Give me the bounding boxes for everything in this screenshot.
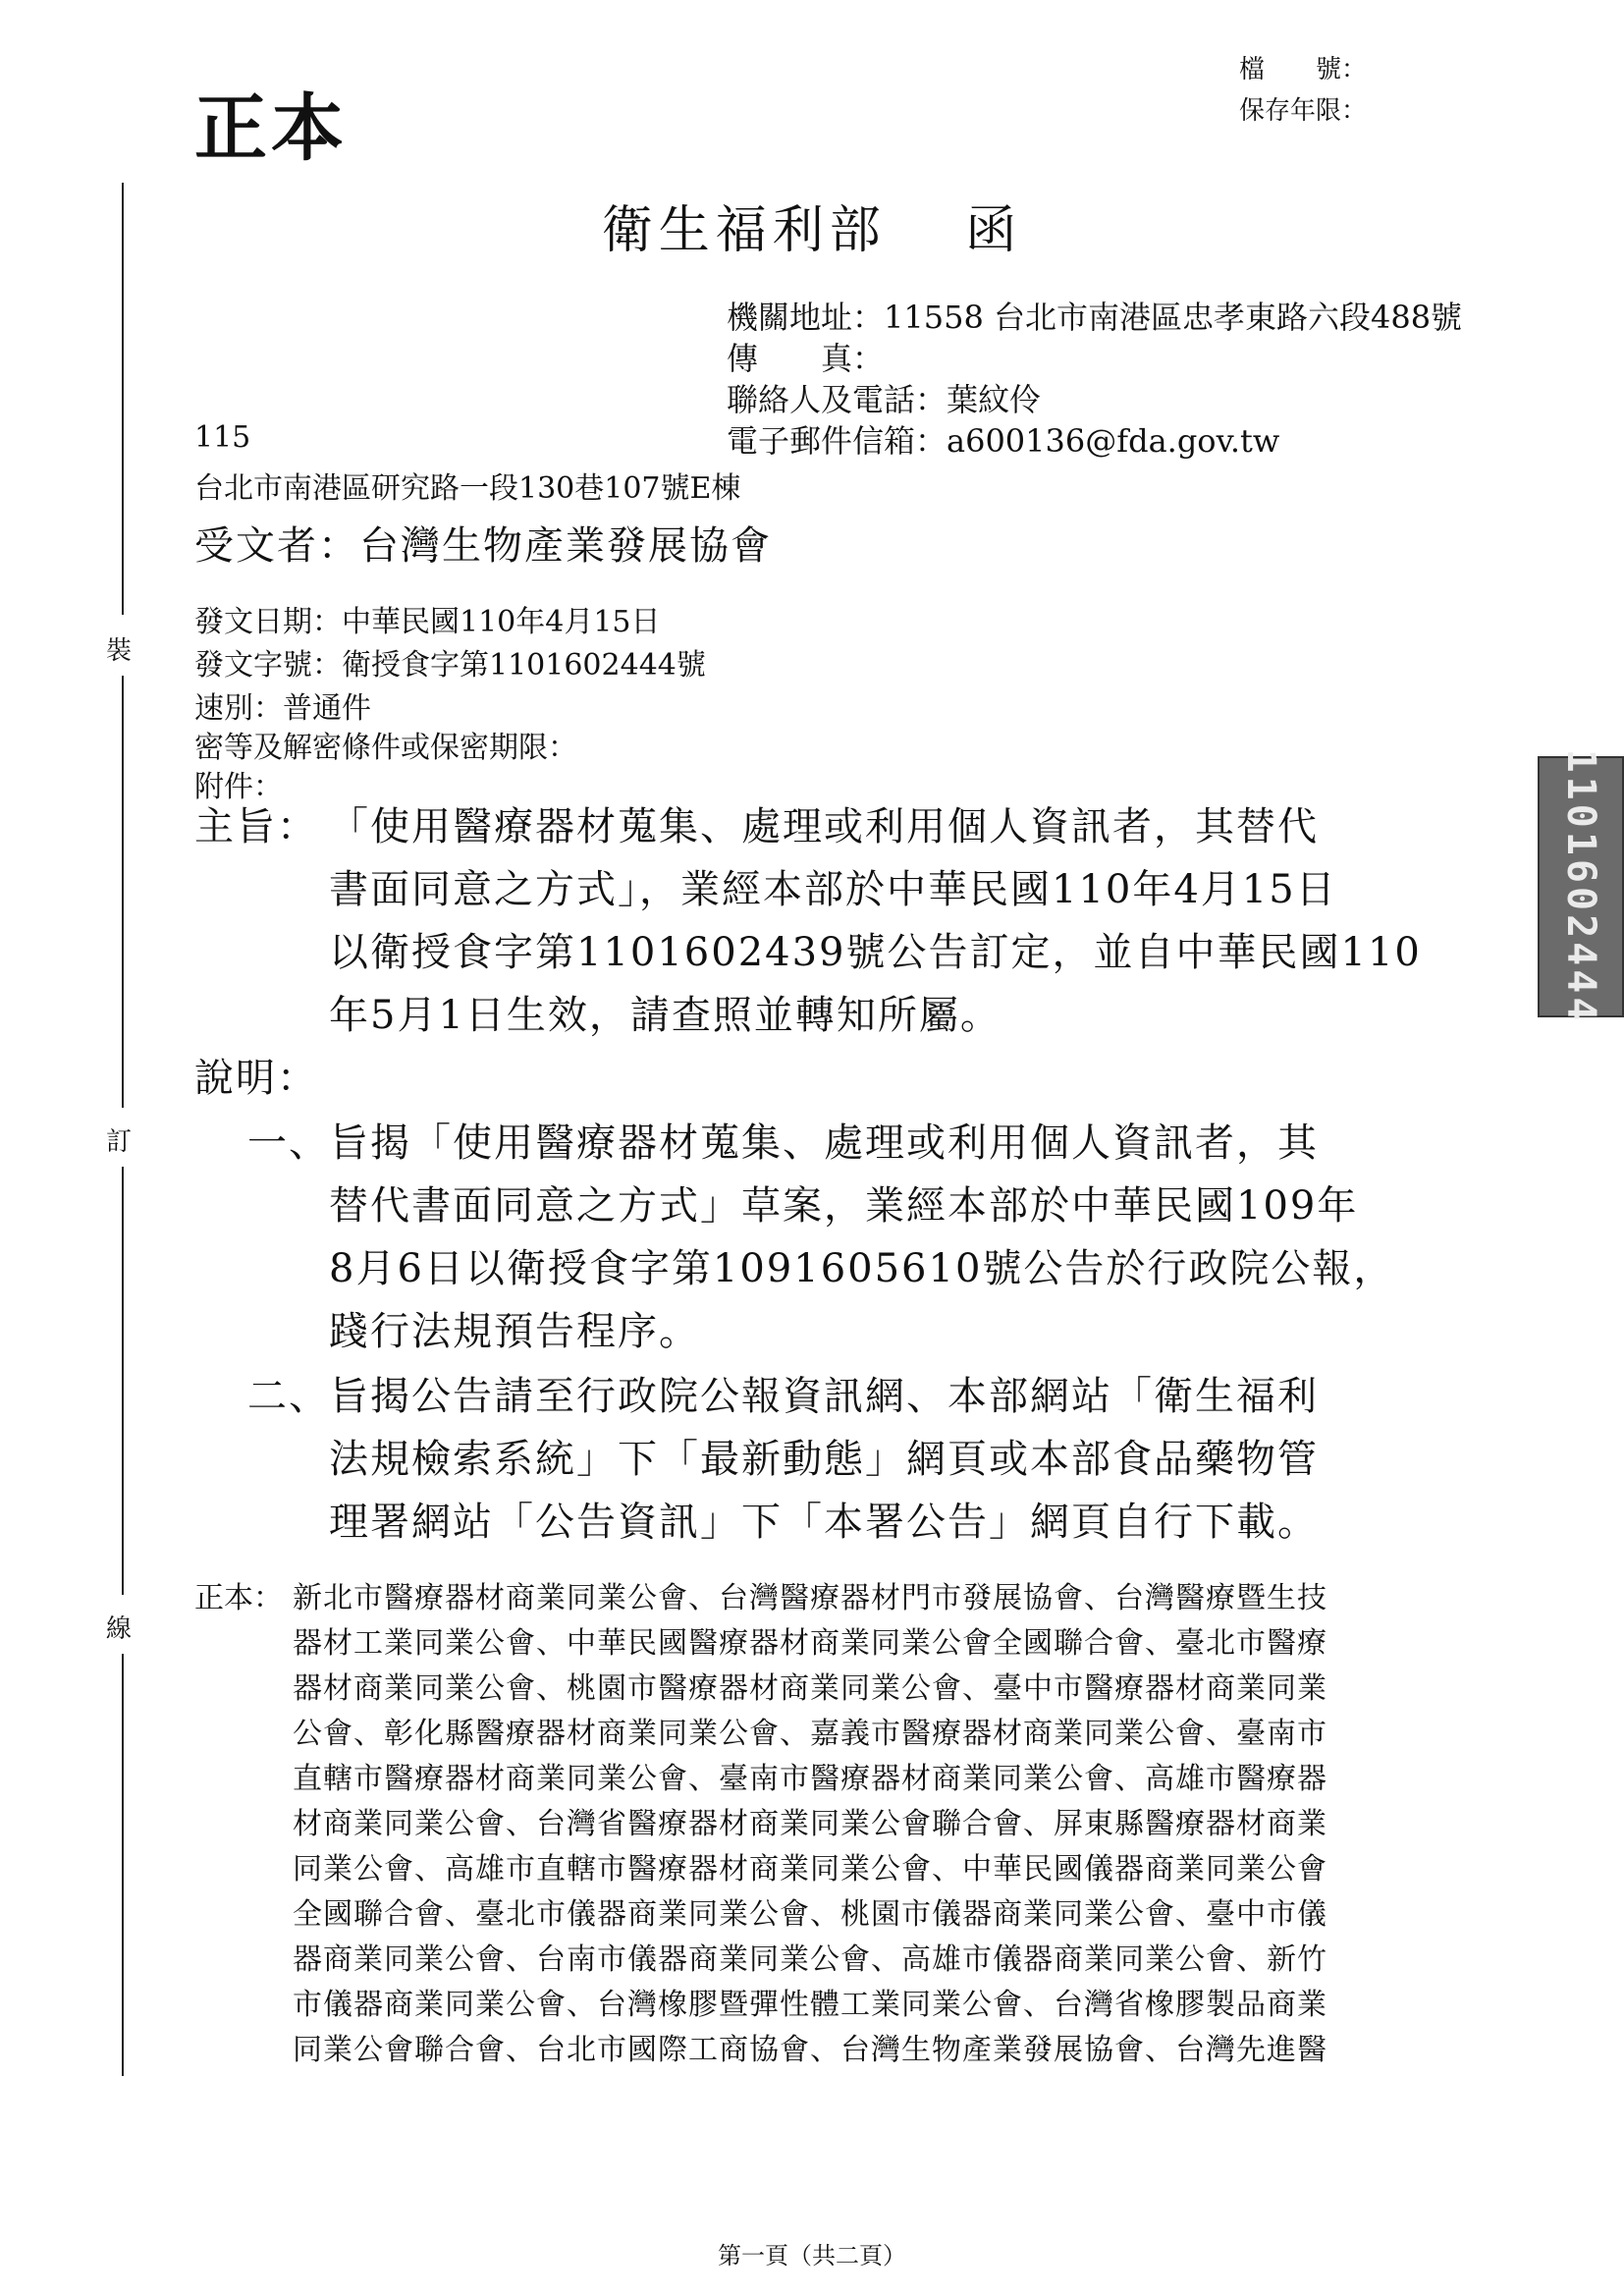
cc-line: 材商業同業公會、台灣省醫療器材商業同業公會聯合會、屏東縣醫療器材商業 (293, 1807, 1327, 1841)
receipt-number: 1101602444 (1558, 748, 1603, 1025)
explanation-label: 說明： (194, 1056, 318, 1101)
cc-line: 器材商業同業公會、桃園市醫療器材商業同業公會、臺中市醫療器材商業同業 (293, 1671, 1327, 1706)
explanation-item-number: 一、 (247, 1121, 330, 1166)
recipient-street: 台北市南港區研究路一段130巷107號E棟 (194, 471, 741, 506)
explanation-item-line: 踐行法規預告程序。 (329, 1309, 700, 1354)
explanation-item-line: 旨揭「使用醫療器材蒐集、處理或利用個人資訊者，其 (329, 1121, 1319, 1166)
retention-period-label: 保存年限： (1239, 96, 1368, 126)
agency-fax: 傳 真： (727, 340, 885, 377)
cc-line: 全國聯合會、臺北市儀器商業同業公會、桃園市儀器商業同業公會、臺中市儀 (293, 1897, 1327, 1932)
cc-line: 公會、彰化縣醫療器材商業同業公會、嘉義市醫療器材商業同業公會、臺南市 (293, 1717, 1327, 1751)
document-title: 衛生福利部 函 (601, 201, 1023, 260)
cc-line: 直轄市醫療器材商業同業公會、臺南市醫療器材商業同業公會、高雄市醫療器 (293, 1762, 1327, 1796)
file-number-label: 檔 號： (1239, 55, 1368, 84)
attachments: 附件： (194, 770, 283, 804)
explanation-item-line: 理署網站「公告資訊」下「本署公告」網頁自行下載。 (329, 1500, 1319, 1545)
subject-line: 年5月1日生效，請查照並轉知所屬。 (329, 993, 1001, 1038)
binding-mark-zhuang: 裝 (106, 636, 133, 666)
recipient-postcode: 115 (194, 420, 251, 455)
explanation-item-number: 二、 (247, 1374, 330, 1419)
agency-address: 機關地址：11558 台北市南港區忠孝東路六段488號 (727, 299, 1463, 336)
page-number: 第一頁（共二頁） (718, 2242, 906, 2269)
explanation-item-line: 法規檢索系統」下「最新動態」網頁或本部食品藥物管 (329, 1437, 1319, 1482)
binding-mark-xian: 線 (106, 1614, 133, 1644)
original-copy-mark: 正本 (194, 86, 348, 171)
subject-line: 以衛授食字第1101602439號公告訂定，並自中華民國110 (329, 930, 1422, 975)
cc-line: 同業公會、高雄市直轄市醫療器材商業同業公會、中華民國儀器商業同業公會 (293, 1852, 1327, 1886)
cc-line: 新北市醫療器材商業同業公會、台灣醫療器材門市發展協會、台灣醫療暨生技 (293, 1581, 1327, 1615)
cc-label: 正本： (194, 1581, 283, 1615)
cc-line: 器材工業同業公會、中華民國醫療器材商業同業公會全國聯合會、臺北市醫療 (293, 1626, 1327, 1661)
explanation-item-line: 替代書面同意之方式」草案，業經本部於中華民國109年 (329, 1183, 1359, 1229)
binding-mark-ding: 訂 (106, 1127, 133, 1157)
agency-contact: 聯絡人及電話：葉紋伶 (727, 381, 1042, 418)
secrecy-level: 密等及解密條件或保密期限： (194, 731, 577, 765)
explanation-item-line: 8月6日以衛授食字第1091605610號公告於行政院公報， (329, 1246, 1395, 1291)
explanation-item-line: 旨揭公告請至行政院公報資訊網、本部網站「衛生福利 (329, 1374, 1319, 1419)
subject-line: 「使用醫療器材蒐集、處理或利用個人資訊者，其替代 (329, 804, 1319, 849)
receipt-number-stamp (1538, 748, 1624, 1025)
subject-label: 主旨： (194, 804, 318, 849)
document-number: 發文字號：衛授食字第1101602444號 (194, 648, 706, 683)
subject-line: 書面同意之方式」，業經本部於中華民國110年4月15日 (329, 867, 1337, 912)
agency-email: 電子郵件信箱：a600136@fda.gov.tw (727, 422, 1280, 460)
cc-line: 同業公會聯合會、台北市國際工商協會、台灣生物產業發展協會、台灣先進醫 (293, 2033, 1327, 2067)
cc-line: 器商業同業公會、台南市儀器商業同業公會、高雄市儀器商業同業公會、新竹 (293, 1942, 1327, 1977)
cc-line: 市儀器商業同業公會、台灣橡膠暨彈性體工業同業公會、台灣省橡膠製品商業 (293, 1988, 1327, 2022)
issue-date: 發文日期：中華民國110年4月15日 (194, 605, 661, 639)
recipient: 受文者：台灣生物產業發展協會 (194, 523, 772, 569)
speed-class: 速別：普通件 (194, 691, 371, 726)
